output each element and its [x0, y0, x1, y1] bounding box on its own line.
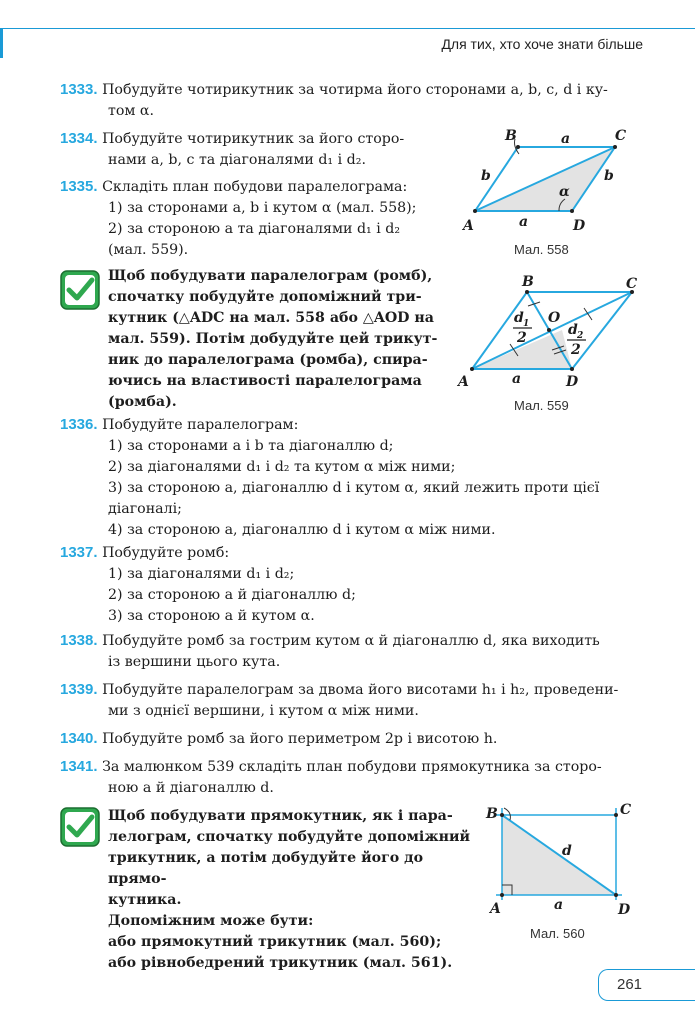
problem-number: 1337. [60, 544, 98, 561]
hint-text: кутник (△ADC на мал. 558 або △AOD на [108, 310, 435, 326]
side-a-top: a [561, 131, 571, 147]
page-header [0, 28, 695, 60]
problem-text: Побудуйте паралелограм: [102, 417, 299, 433]
half-d2-denominator: 2 [571, 342, 581, 358]
problem-1340 [60, 728, 660, 750]
hint-parallelogram [108, 266, 438, 413]
vertex-a: A [458, 374, 469, 390]
problem-1341 [60, 756, 660, 799]
hint-text: трикутник, а потім добудуйте його до прямо- [108, 850, 424, 887]
problem-1335 [60, 176, 450, 261]
half-d2-sub: 2 [577, 331, 584, 341]
problem-text: 1) за сторонами a, b і кутом α (мал. 558); [108, 200, 417, 216]
figure-560 [482, 798, 642, 928]
problem-1337 [60, 542, 660, 627]
problem-number: 1334. [60, 130, 98, 147]
header-title: Для тих, хто хоче знати більше [441, 36, 643, 52]
diagonal-d: d [562, 843, 572, 859]
figure-559 [452, 272, 662, 397]
angle-alpha: α [559, 184, 570, 200]
problem-text: 2) за стороною a та діагоналями d₁ і d₂ [108, 221, 401, 237]
vertex-b: B [522, 274, 534, 290]
vertex-c: C [615, 128, 627, 144]
hint-text: ючись на властивості паралелограма [108, 373, 422, 389]
vertex-b: B [486, 806, 498, 822]
problem-text: 3) за стороною a, діагоналлю d і кутом α, який лежить проти цієї [108, 480, 600, 496]
page-number: 261 [617, 976, 643, 993]
problem-1334 [60, 128, 450, 171]
problem-number: 1340. [60, 730, 98, 747]
header-left-bar [0, 28, 3, 58]
hint-text: Допоміжним може бути: [108, 913, 314, 929]
problem-number: 1338. [60, 632, 98, 649]
vertex-c: C [626, 276, 638, 292]
hint-text: кутника. [108, 892, 182, 908]
problem-text: ною a й діагоналлю d. [108, 780, 274, 796]
problem-number: 1335. [60, 178, 98, 195]
problem-number: 1336. [60, 416, 98, 433]
problem-text: ми з однієї вершини, і кутом α між ними. [108, 703, 419, 719]
checkmark-icon [60, 270, 100, 310]
problem-1336 [60, 414, 660, 541]
figure-560-caption: Мал. 560 [530, 926, 585, 941]
header-line [0, 28, 695, 29]
figure-558 [455, 122, 655, 262]
hint-text: Щоб побудувати прямокутник, як і пара- [108, 808, 453, 824]
side-a: a [512, 371, 522, 387]
problem-text: 4) за стороною a, діагоналлю d і кутом α між ними. [108, 522, 496, 538]
hint-text: ник до паралелограма (ромба), спира- [108, 352, 428, 368]
vertex-a: A [490, 901, 501, 917]
problem-text: 3) за стороною a й кутом α. [108, 608, 315, 624]
side-a-bottom: a [519, 214, 529, 230]
vertex-d: D [618, 902, 631, 918]
figure-559-caption: Мал. 559 [514, 398, 569, 413]
problem-1333 [60, 79, 650, 122]
problem-text: із вершини цього кута. [108, 654, 281, 670]
problem-text: Побудуйте чотирикутник за його сторо- [102, 131, 405, 147]
vertex-d: D [573, 218, 586, 234]
problem-text: діагоналі; [108, 501, 182, 517]
problem-text: 2) за діагоналями d₁ і d₂ та кутом α між ними; [108, 459, 456, 475]
hint-text: мал. 559). Потім добудуйте цей трикут- [108, 331, 438, 347]
page-number-box [598, 969, 695, 1001]
hint-text: Щоб побудувати паралелограм (ромб), [108, 268, 433, 284]
hint-rectangle [108, 806, 478, 974]
half-d1: d [514, 310, 524, 326]
hint-text: спочатку побудуйте допоміжний три- [108, 289, 422, 305]
problem-text: Побудуйте чотирикутник за чотирма його сторонами a, b, c, d і ку- [102, 82, 608, 98]
figure-558-caption: Мал. 558 [514, 242, 569, 257]
problem-text: Складіть план побудови паралелограма: [102, 179, 408, 195]
side-a: a [554, 897, 564, 913]
problem-text: 2) за стороною a й діагоналлю d; [108, 587, 356, 603]
half-d1-denominator: 2 [517, 330, 527, 346]
problem-text: Побудуйте ромб: [102, 545, 230, 561]
problem-text: 1) за сторонами a і b та діагоналлю d; [108, 438, 394, 454]
problem-1338 [60, 630, 660, 673]
problem-text: Побудуйте ромб за гострим кутом α й діагоналлю d, яка виходить [102, 633, 600, 649]
problem-number: 1333. [60, 81, 98, 98]
problem-text: Побудуйте ромб за його периметром 2p і висотою h. [102, 731, 498, 747]
vertex-a: A [463, 218, 474, 234]
hint-text: або прямокутний трикутник (мал. 560); [108, 934, 442, 950]
problem-number: 1341. [60, 758, 98, 775]
problem-number: 1339. [60, 681, 98, 698]
problem-text: (мал. 559). [108, 242, 189, 258]
half-d1-sub: 1 [523, 319, 530, 329]
vertex-c: C [620, 802, 632, 818]
problem-text: нами a, b, c та діагоналями d₁ і d₂. [108, 152, 366, 168]
side-b-left: b [481, 168, 491, 184]
problem-1339 [60, 679, 660, 722]
problem-text: том α. [108, 103, 155, 119]
vertex-d: D [566, 374, 579, 390]
problem-text: 1) за діагоналями d₁ і d₂; [108, 566, 295, 582]
problem-text: За малюнком 539 складіть план побудови прямокутника за сторо- [102, 759, 602, 775]
center-o: O [548, 310, 561, 326]
hint-text: або рівнобедрений трикутник (мал. 561). [108, 955, 453, 971]
problem-text: Побудуйте паралелограм за двома його висотами h₁ і h₂, проведени- [102, 682, 619, 698]
vertex-b: B [505, 128, 517, 144]
checkmark-icon [60, 807, 100, 847]
hint-text: лелограм, спочатку побудуйте допоміжний [108, 829, 471, 845]
side-b-right: b [604, 168, 614, 184]
half-d2: d [568, 322, 578, 338]
hint-text: (ромба). [108, 394, 177, 410]
